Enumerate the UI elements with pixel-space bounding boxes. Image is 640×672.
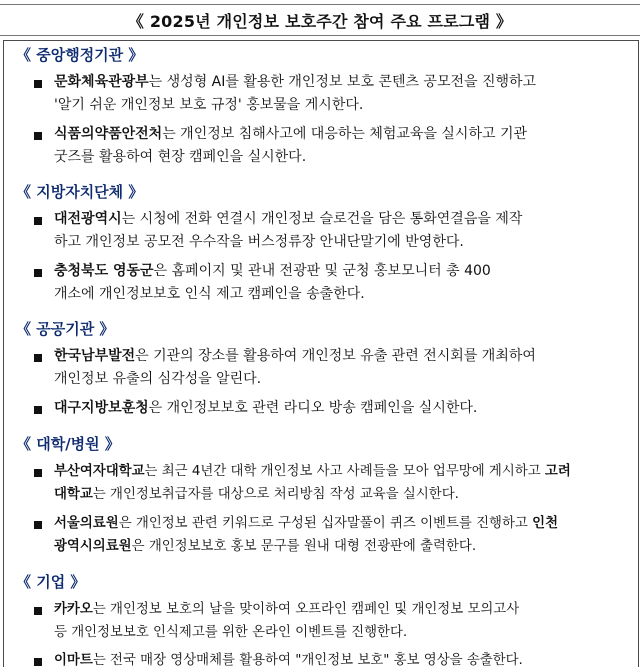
org-name: 대전광역시 (54, 211, 122, 227)
org-name-2-cont: 대학교 (54, 487, 93, 502)
item-text-line2: 등 개인정보보호 인식제고를 위한 온라인 이벤트를 진행한다. (54, 625, 408, 640)
org-name-2: 고려 (544, 464, 571, 479)
section-local-governments (4, 181, 638, 306)
bullet-icon (34, 269, 42, 277)
item-text-line1: 은 개인정보보호 관련 라디오 방송 캠페인을 실시한다. (148, 400, 478, 416)
list-item (4, 260, 638, 306)
item-text-line2: 하고 개인정보 공모전 우수작을 버스정류장 안내단말기에 반영한다. (54, 234, 464, 250)
list-item (4, 649, 638, 672)
list-item (4, 598, 638, 644)
org-name-2: 인천 (532, 516, 559, 531)
org-name: 카카오 (54, 602, 93, 617)
org-name-2-cont: 광역시의료원 (54, 539, 132, 554)
bullet-icon (34, 80, 42, 88)
bullet-icon (34, 406, 42, 414)
list-item (4, 123, 638, 169)
bullet-icon (34, 521, 42, 529)
section-universities-hospitals (4, 433, 638, 558)
org-name: 충청북도 영동군 (54, 263, 154, 279)
bullet-icon (34, 658, 42, 666)
item-text-line1: 는 생성형 AI를 활용한 개인정보 보호 콘텐츠 공모전을 진행하고 (148, 74, 537, 90)
item-text-line1: 는 최근 4년간 대학 개인정보 사고 사례들을 모아 업무망에 게시하고 (144, 464, 541, 479)
list-item (4, 345, 638, 391)
item-text-line2: 는 개인정보취급자를 대상으로 처리방침 작성 교육을 실시한다. (92, 487, 459, 502)
org-name: 문화체육관광부 (54, 74, 149, 90)
section-companies (4, 571, 638, 672)
item-text-line2: '알기 쉬운 개인정보 보호 규정' 홍보물을 게시한다. (54, 97, 364, 113)
item-text-line2: 굿즈를 활용하여 현장 캠페인을 실시한다. (54, 149, 307, 165)
section-central-agencies (4, 44, 638, 169)
list-item (4, 460, 638, 506)
section-title: 《 공공기관 》 (16, 320, 115, 338)
item-text-line1: 은 기관의 장소를 활용하여 개인정보 유출 관련 전시회를 개최하여 (135, 348, 536, 364)
bullet-icon (34, 607, 42, 615)
list-item (4, 71, 638, 117)
org-name: 부산여자대학교 (54, 464, 145, 479)
org-name: 이마트 (54, 653, 93, 668)
org-name: 대구지방보훈청 (54, 400, 149, 416)
item-text-line1: 은 개인정보 관련 키워드로 구성된 십자말풀이 퀴즈 이벤트를 진행하고 (118, 516, 528, 531)
item-text-line1: 는 전국 매장 영상매체를 활용하여 "개인정보 보호" 홍보 영상을 송출한다. (92, 653, 523, 668)
bullet-icon (34, 469, 42, 477)
bullet-icon (34, 354, 42, 362)
bullet-icon (34, 217, 42, 225)
section-public-institutions (4, 318, 638, 420)
item-text-line2: 은 개인정보보호 홍보 문구를 원내 대형 전광판에 출력한다. (131, 539, 477, 554)
section-title: 《 중앙행정기관 》 (16, 46, 144, 64)
bullet-icon (34, 132, 42, 140)
page-title: 《 2025년 개인정보 보호주간 참여 주요 프로그램 》 (0, 4, 640, 36)
org-name: 식품의약품안전처 (54, 126, 163, 142)
item-text-line2: 개소에 개인정보보호 인식 제고 캠페인을 송출한다. (54, 286, 365, 302)
list-item (4, 208, 638, 254)
org-name: 서울의료원 (54, 516, 119, 531)
item-text-line1: 는 개인정보 침해사고에 대응하는 체험교육을 실시하고 기관 (162, 126, 528, 142)
item-text-line1: 는 시청에 전화 연결시 개인정보 슬로건을 담은 통화연결음을 제작 (121, 211, 523, 227)
item-text-line1: 는 개인정보 보호의 날을 맞이하여 오프라인 캠페인 및 개인정보 모의고사 (92, 602, 520, 617)
list-item (4, 397, 638, 420)
section-title: 《 지방자치단체 》 (16, 183, 144, 201)
section-title: 《 기업 》 (16, 573, 86, 591)
list-item (4, 512, 638, 558)
item-text-line2: 개인정보 유출의 심각성을 알린다. (54, 371, 262, 387)
org-name: 한국남부발전 (54, 348, 136, 364)
item-text-line1: 은 홈페이지 및 관내 전광판 및 군청 홍보모니터 총 400 (153, 263, 491, 279)
program-list-box (3, 40, 639, 667)
section-title: 《 대학/병원 》 (16, 435, 120, 453)
